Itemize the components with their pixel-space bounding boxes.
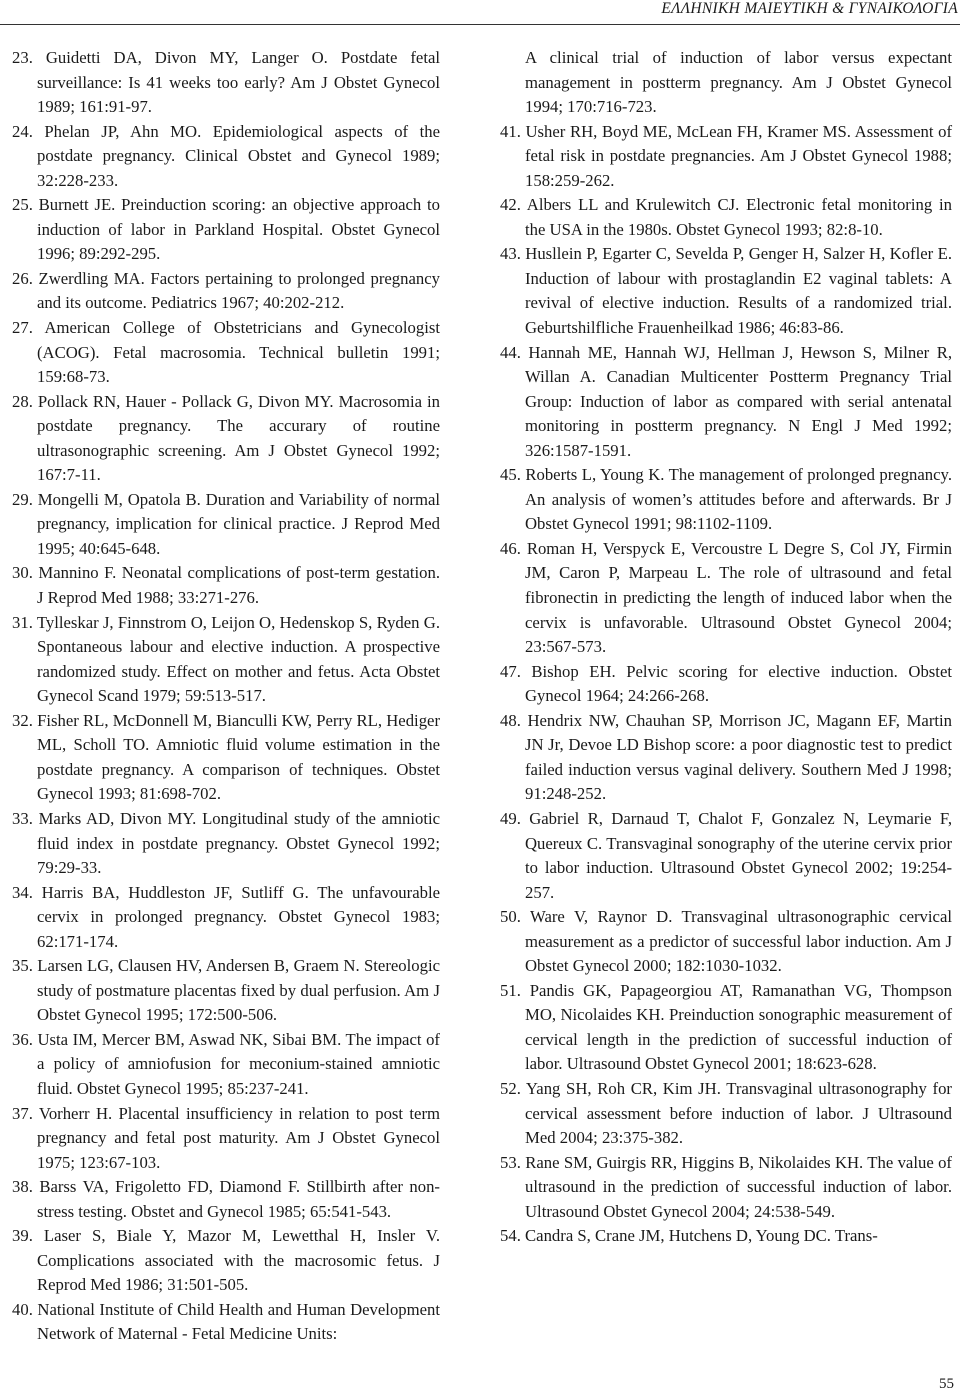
reference-item: 52. Yang SH, Roh CR, Kim JH. Transvaginal ultrasonography for cervical assessment before induction of labor. J Ultrasound Med 2004; 23:375-382. — [500, 1078, 952, 1148]
reference-item: 30. Mannino F. Neonatal complications of post-term gestation. J Reprod Med 1988; 33:271-276. — [12, 563, 440, 608]
reference-item: 44. Hannah ME, Hannah WJ, Hellman J, Hewson S, Milner R, Willan A. Canadian Multicenter Postterm Pregnancy Trial Group: Induction of labor as compared with serial antenatal monitoring in postterm pregnancy. N Engl J Med 1992; 326:1587-1591. — [500, 342, 952, 460]
journal-title-wrap — [500, 0, 960, 18]
reference-item: 35. Larsen LG, Clausen HV, Andersen B, Graem N. Stereologic study of postmature placentas fixed by dual perfusion. Am J Obstet Gynecol 1995; 172:500-506. — [12, 956, 440, 1025]
reference-column-right — [500, 46, 952, 1249]
reference-item: 31. Tylleskar J, Finnstrom O, Leijon O, Hedenskop S, Ryden G. Spontaneous labour and elective induction. A prospective randomized study. Effect on mother and fetus. Acta Obstet Gynecol Scand 1979; 59:513-517. — [12, 612, 440, 706]
reference-item: 23. Guidetti DA, Divon MY, Langer O. Postdate fetal surveillance: Is 41 weeks too early? Am J Obstet Gynecol 1989; 161:91-97. — [12, 48, 440, 117]
reference-item: 50. Ware V, Raynor D. Transvaginal ultrasonographic cervical measurement as a predictor of successful labor induction. Am J Obstet Gynecol 2000; 182:1030-1032. — [500, 907, 952, 976]
reference-item: 49. Gabriel R, Darnaud T, Chalot F, Gonzalez N, Leymarie F, Quereux C. Transvaginal sonography of the uterine cervix prior to labor induction. Ultrasound Obstet Gynecol 2002; 19:254-257. — [500, 808, 952, 902]
reference-item: 53. Rane SM, Guirgis RR, Higgins B, Nikolaides KH. The value of ultrasound in the prediction of successful induction of labor. Ultrasound Obstet Gynecol 2004; 24:538-549. — [500, 1152, 952, 1221]
reference-item: 38. Barss VA, Frigoletto FD, Diamond F. Stillbirth after non-stress testing. Obstet and Gynecol 1985; 65:541-543. — [12, 1177, 440, 1221]
reference-item: 54. Candra S, Crane JM, Hutchens D, Young DC. Trans- — [500, 1226, 878, 1246]
reference-item: 25. Burnett JE. Preinduction scoring: an objective approach to induction of labor in Parkland Hospital. Obstet Gynecol 1996; 89:292-295. — [12, 195, 440, 264]
reference-item: 51. Pandis GK, Papageorgiou AT, Ramanathan VG, Thompson MO, Nicolaides KH. Preinduction sonographic measurement of cervical length in the prediction of successful induction of labor. Ultrasound Obstet Gynecol 2001; 18:623-628. — [500, 980, 952, 1074]
reference-item: 45. Roberts L, Young K. The management of prolonged pregnancy. An analysis of women’s attitudes before and afterwards. Br J Obstet Gynecol 1991; 98:1102-1109. — [500, 465, 952, 534]
running-header — [0, 0, 960, 26]
header-rule — [0, 24, 960, 25]
reference-column-left — [12, 46, 440, 1347]
reference-item: 24. Phelan JP, Ahn MO. Epidemiological aspects of the postdate pregnancy. Clinical Obstet and Gynecol 1989; 32:228-233. — [12, 121, 440, 190]
reference-item: 48. Hendrix NW, Chauhan SP, Morrison JC, Magann EF, Martin JN Jr, Devoe LD Bishop score: a poor diagnostic test to predict failed induction versus vaginal delivery. Southern Med J 1998; 91:248-252. — [500, 710, 952, 804]
reference-item: 37. Vorherr H. Placental insufficiency in relation to post term pregnancy and fetal post maturity. Am J Obstet Gynecol 1975; 123:67-103. — [12, 1103, 440, 1172]
page-number: 55 — [939, 1376, 954, 1392]
reference-item: 32. Fisher RL, McDonnell M, Bianculli KW, Perry RL, Hediger ML, Scholl TO. Amniotic fluid volume estimation in the postdate pregnancy. A comparison of techniques. Obstet Gynecol 1993; 81:698-702. — [12, 710, 440, 804]
reference-item: 47. Bishop EH. Pelvic scoring for elective induction. Obstet Gynecol 1964; 24:266-268. — [500, 661, 952, 706]
reference-item: 40. National Institute of Child Health and Human Development Network of Maternal - Fetal Medicine Units: — [12, 1299, 440, 1344]
journal-title: ΕΛΛΗΝΙΚΗ ΜΑΙΕΥΤΙΚΗ & ΓΥΝΑΙΚΟΛΟΓΙΑ — [661, 0, 958, 17]
reference-item: 29. Mongelli M, Opatola B. Duration and Variability of normal pregnancy, implication for clinical practice. J Reprod Med 1995; 40:645-648. — [12, 489, 440, 558]
reference-item: 26. Zwerdling MA. Factors pertaining to prolonged pregnancy and its outcome. Pediatrics 1967; 40:202-212. — [12, 268, 440, 313]
reference-continuation: A clinical trial of induction of labor versus expectant management in postterm pregnancy. Am J Obstet Gynecol 1994; 170:716-723. — [525, 48, 952, 117]
reference-item: 33. Marks AD, Divon MY. Longitudinal study of the amniotic fluid index in postdate pregnancy. Obstet Gynecol 1992; 79:29-33. — [12, 808, 440, 878]
reference-item: 28. Pollack RN, Hauer - Pollack G, Divon MY. Macrosomia in postdate pregnancy. The accurary of routine ultrasonographic screening. Am J Obstet Gynecol 1992; 167:7-11. — [12, 391, 440, 485]
reference-item: 46. Roman H, Verspyck E, Vercoustre L Degre S, Col JY, Firmin JM, Caron P, Marpeau L. The role of ultrasound and fetal fibronectin in predicting the length of induced labor when the cervix is unfavorable. Ultrasound Obstet Gynecol 2004; 23:567-573. — [500, 538, 952, 657]
reference-item: 43. Husllein P, Egarter C, Sevelda P, Genger H, Salzer H, Kofler E. Induction of labour with prostaglandin E2 vaginal tablets: A revival of elective induction. Results of a randomized trial. Geburtshilfliche Frauenheilkad 1986; 46:83-86. — [500, 244, 952, 338]
reference-item: 42. Albers LL and Krulewitch CJ. Electronic fetal monitoring in the USA in the 1980s. Obstet Gynecol 1993; 82:8-10. — [500, 195, 952, 239]
reference-item: 36. Usta IM, Mercer BM, Aswad NK, Sibai BM. The impact of a policy of amniofusion for meconium-stained amniotic fluid. Obstet Gynecol 1995; 85:237-241. — [12, 1029, 440, 1098]
reference-item: 39. Laser S, Biale Y, Mazor M, Lewetthal H, Insler V. Complications associated with the macrosomic fetus. J Reprod Med 1986; 31:501-505. — [12, 1226, 440, 1295]
reference-item: 27. American College of Obstetricians and Gynecologist (ACOG). Fetal macrosomia. Technical bulletin 1991; 159:68-73. — [12, 318, 440, 387]
reference-item: 34. Harris BA, Huddleston JF, Sutliff G. The unfavourable cervix in prolonged pregnancy. Obstet Gynecol 1983; 62:171-174. — [12, 882, 440, 951]
reference-item: 41. Usher RH, Boyd ME, McLean FH, Kramer MS. Assessment of fetal risk in postdate pregnancies. Am J Obstet Gynecol 1988; 158:259-262. — [500, 121, 952, 190]
